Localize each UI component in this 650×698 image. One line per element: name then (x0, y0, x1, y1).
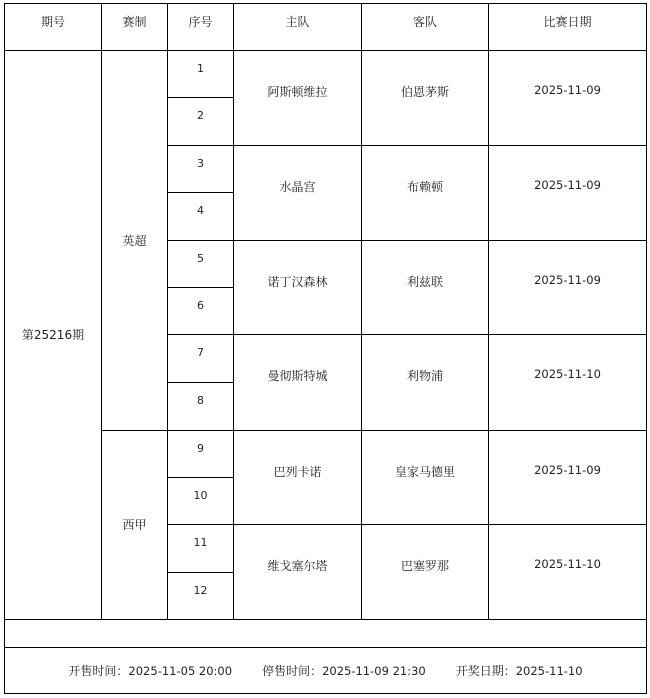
seq-cell: 6 (168, 288, 234, 335)
schedule-table (4, 3, 647, 694)
match-date-cell: 2025-11-09 (489, 241, 647, 335)
home-team-cell: 维戈塞尔塔 (234, 524, 362, 619)
match-date-cell: 2025-11-10 (489, 524, 647, 619)
seq-cell: 7 (168, 335, 234, 382)
seq-cell: 10 (168, 477, 234, 524)
away-team-cell: 伯恩茅斯 (362, 51, 489, 146)
league-cell-premier: 英超 (102, 51, 168, 431)
home-team-cell: 巴列卡诺 (234, 430, 362, 524)
seq-cell: 4 (168, 193, 234, 241)
spacer-cell (5, 619, 647, 647)
sale-start-label: 开售时间： (68, 663, 129, 678)
period-cell: 第25216期 (5, 51, 102, 620)
table-row (5, 430, 647, 477)
footer-cell (5, 647, 647, 693)
seq-cell: 5 (168, 241, 234, 288)
away-team-cell: 利物浦 (362, 335, 489, 430)
header-period: 期号 (5, 4, 102, 51)
home-team-cell: 曼彻斯特城 (234, 335, 362, 430)
away-team-cell: 利兹联 (362, 241, 489, 335)
away-team-cell: 皇家马德里 (362, 430, 489, 524)
seq-cell: 3 (168, 146, 234, 193)
seq-cell: 8 (168, 382, 234, 430)
match-date-cell: 2025-11-10 (489, 335, 647, 430)
match-date-cell: 2025-11-09 (489, 146, 647, 241)
seq-cell: 11 (168, 524, 234, 572)
home-team-cell: 阿斯顿维拉 (234, 51, 362, 146)
sale-start-value: 2025-11-05 20:00 (128, 663, 233, 678)
away-team-cell: 布赖顿 (362, 146, 489, 241)
header-away: 客队 (362, 4, 489, 51)
draw-date-label: 开奖日期： (455, 663, 516, 678)
spacer-row (5, 619, 647, 647)
seq-cell: 12 (168, 572, 234, 619)
league-cell-laliga: 西甲 (102, 430, 168, 619)
sale-stop-label: 停售时间： (262, 663, 323, 678)
header-row (5, 4, 647, 51)
seq-cell: 2 (168, 98, 234, 146)
seq-cell: 1 (168, 51, 234, 98)
footer-row (5, 647, 647, 693)
header-date: 比赛日期 (489, 4, 647, 51)
home-team-cell: 水晶宫 (234, 146, 362, 241)
match-date-cell: 2025-11-09 (489, 430, 647, 524)
header-competition: 赛制 (102, 4, 168, 51)
home-team-cell: 诺丁汉森林 (234, 241, 362, 335)
draw-date-value: 2025-11-10 (515, 663, 583, 678)
sale-stop-value: 2025-11-09 21:30 (322, 663, 426, 678)
header-seq: 序号 (168, 4, 234, 51)
seq-cell: 9 (168, 430, 234, 477)
table-row (5, 51, 647, 98)
match-date-cell: 2025-11-09 (489, 51, 647, 146)
header-home: 主队 (234, 4, 362, 51)
away-team-cell: 巴塞罗那 (362, 524, 489, 619)
